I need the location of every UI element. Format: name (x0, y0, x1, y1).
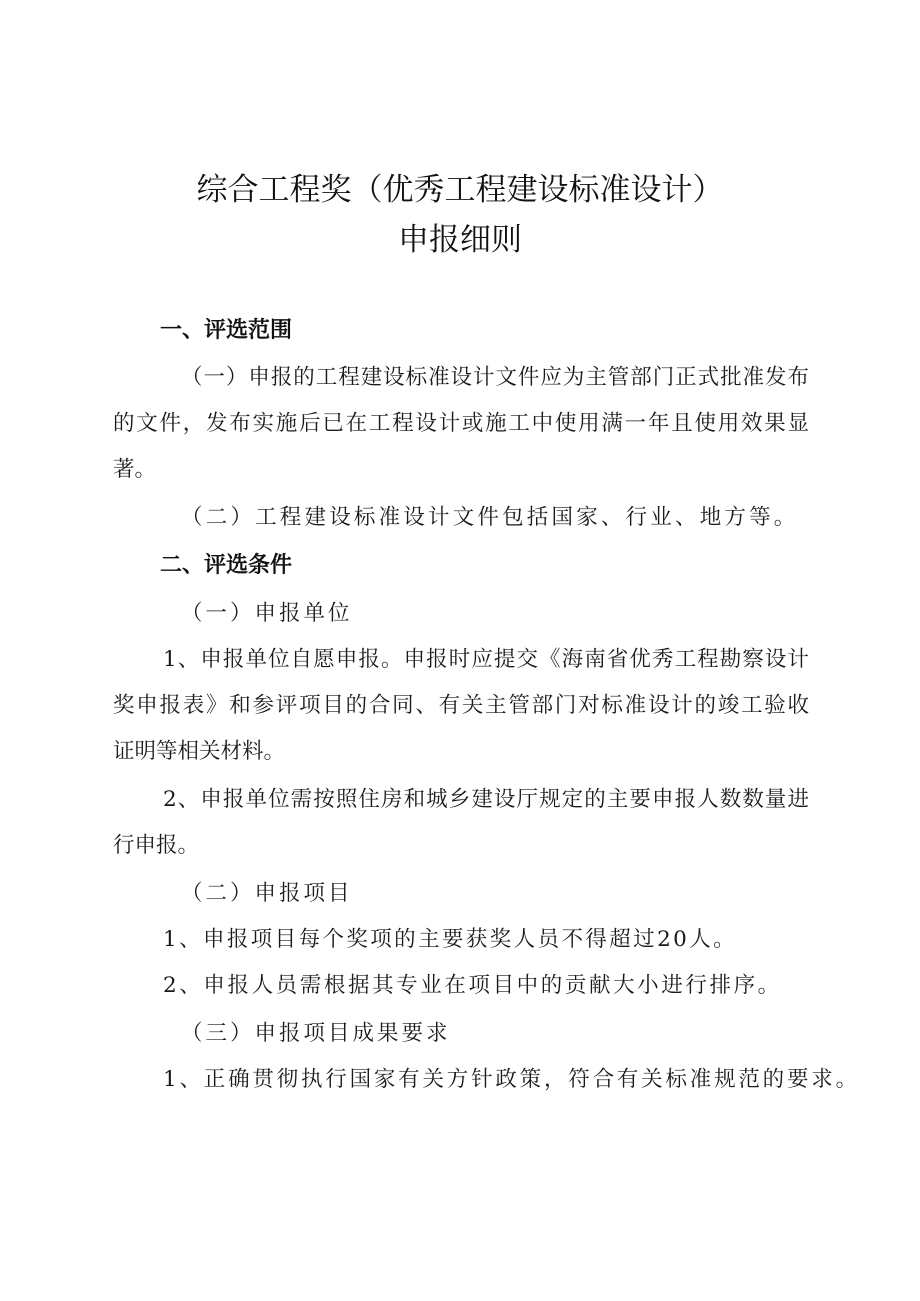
section-heading-scope: 一、评选范围 (160, 318, 293, 343)
paragraph-line: 奖申报表》和参评项目的合同、有关主管部门对标准设计的竣工验收 (113, 693, 809, 718)
list-item: 1、正确贯彻执行国家有关方针政策，符合有关标准规范的要求。 (163, 1067, 860, 1092)
subsection-label: （三）申报项目成果要求 (181, 1021, 451, 1046)
document-title-line1: 综合工程奖（优秀工程建设标准设计） (196, 172, 724, 208)
list-item: 2、申报人员需根据其专业在项目中的贡献大小进行排序。 (163, 973, 782, 998)
section-heading-conditions: 二、评选条件 (160, 553, 293, 578)
subsection-label: （二）申报项目 (181, 881, 353, 906)
document-title-line2: 申报细则 (398, 222, 522, 258)
paragraph-line: （一）申报的工程建设标准设计文件应为主管部门正式批准发布 (181, 365, 809, 390)
paragraph-line: 行申报。 (113, 833, 200, 858)
paragraph-line: 著。 (113, 457, 157, 482)
subsection-label: （一）申报单位 (181, 601, 353, 626)
paragraph-line: 的文件，发布实施后已在工程设计或施工中使用满一年且使用效果显 (113, 411, 809, 436)
paragraph-line: 1、申报单位自愿申报。申报时应提交《海南省优秀工程勘察设计 (163, 647, 809, 672)
paragraph-line: 2、申报单位需按照住房和城乡建设厅规定的主要申报人数数量进 (163, 787, 809, 812)
list-item: 1、申报项目每个奖项的主要获奖人员不得超过20人。 (163, 927, 738, 952)
paragraph-line: 证明等相关材料。 (113, 739, 286, 764)
paragraph-line: （二）工程建设标准设计文件包括国家、行业、地方等。 (181, 505, 799, 530)
